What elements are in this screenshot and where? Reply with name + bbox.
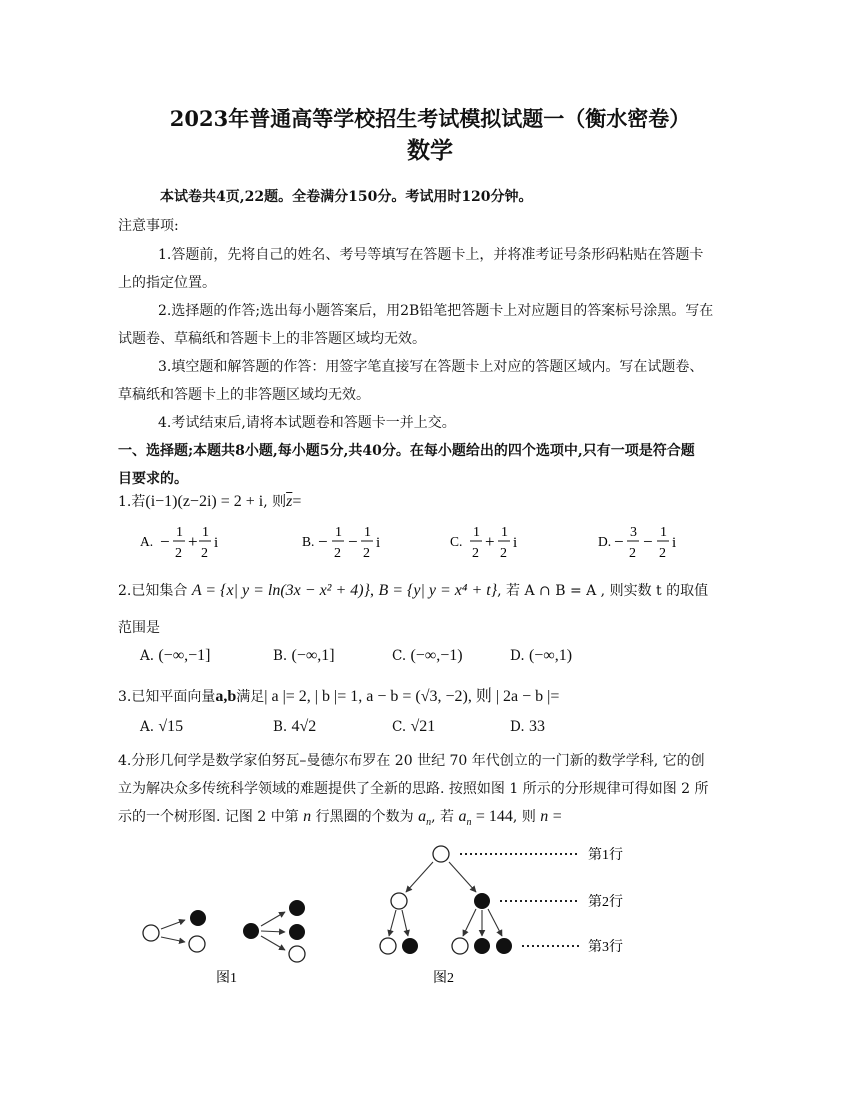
- fig2-row2-white: [391, 893, 407, 909]
- q3-option-d[interactable]: [510, 718, 545, 736]
- q1-a-num2: 1: [202, 525, 209, 540]
- q3-option-a[interactable]: [140, 718, 183, 736]
- q1-d-num2: 1: [660, 525, 667, 540]
- figure-1: [143, 900, 305, 986]
- fig1-arrow-1: [161, 920, 185, 929]
- q1-b-den2: 2: [363, 546, 370, 561]
- fig2-caption: 图2: [433, 971, 454, 986]
- fig2-row1-label: 第1行: [588, 848, 623, 863]
- fig1-arrow-2: [161, 937, 185, 942]
- q4-a2: a: [458, 808, 467, 825]
- q4-a2-sub: n: [466, 816, 472, 828]
- q4-line-3-d: , 则: [512, 809, 536, 825]
- fig1-white-circle: [143, 925, 159, 941]
- fig1-black-result-1: [289, 900, 305, 916]
- q3-option-b-text: 4√2: [291, 718, 317, 735]
- q1-a-den2: 2: [201, 546, 208, 561]
- fig1-black-circle: [243, 923, 259, 939]
- notice-item-1-line-1: 1.答题前，先将自己的姓名、考号等填写在答题卡上，并将准考证号条形码粘贴在答题卡: [158, 247, 704, 263]
- q1-option-a-label: A.: [140, 534, 154, 549]
- q2-option-a[interactable]: [140, 647, 210, 665]
- q1-d-den1: 2: [629, 546, 636, 561]
- notice-item-1-line-2: 上的指定位置。: [118, 275, 216, 291]
- q2-option-b-label: B.: [273, 648, 288, 664]
- q2-option-d[interactable]: [510, 647, 572, 665]
- figure-2: [380, 846, 623, 986]
- q1-option-b[interactable]: [302, 525, 380, 561]
- q1-a-plus: +: [188, 532, 198, 551]
- q4-n2: n: [540, 808, 549, 825]
- notice-item-3-line-1: 3.填空题和解答题的作答：用签字笔直接写在答题卡上对应的答题区域内。写在试题卷、: [158, 359, 704, 375]
- q1-c-plus: +: [485, 532, 495, 551]
- q1-option-b-label: B.: [302, 534, 315, 549]
- q4-tail: =: [552, 808, 562, 825]
- q4-line-3-c: , 若: [431, 809, 454, 825]
- q1-b-den1: 2: [334, 546, 341, 561]
- q1-option-c-label: C.: [450, 534, 463, 549]
- q1-a-i: i: [214, 535, 219, 551]
- fractal-figures: [130, 838, 650, 990]
- q4-line-3-b: 行黑圈的个数为: [315, 809, 414, 825]
- q3-option-a-text: √15: [158, 718, 184, 735]
- q2-set-a: A = {x| y = ln(3x − x² + 4)}: [191, 582, 370, 599]
- q3-option-a-label: A.: [140, 719, 155, 735]
- q1-c-den1: 2: [472, 546, 479, 561]
- fig2-arrow-2: [449, 862, 476, 892]
- q1-zbar: $\overline{z}$: [286, 493, 293, 510]
- q1-d-num1: 3: [630, 525, 637, 540]
- q2-option-d-label: D.: [510, 648, 525, 664]
- q1-a-minus: −: [160, 532, 170, 551]
- q2-option-b[interactable]: [273, 647, 335, 665]
- fig2-row1-white: [433, 846, 449, 862]
- q3-option-d-text: 33: [528, 718, 545, 735]
- section1-heading-line-2: 目要求的。: [118, 471, 188, 487]
- q2-option-c-text: (−∞,−1): [410, 647, 463, 664]
- q1-c-num2: 1: [501, 525, 508, 540]
- fig2-arrow-4: [402, 910, 408, 936]
- section1-heading-line-1: 一、选择题;本题共8小题,每小题5分,共40分。在每小题给出的四个选项中,只有一项是符合题: [118, 443, 695, 459]
- q1-b-minus1: −: [318, 532, 328, 551]
- fig1-white-result: [189, 936, 205, 952]
- notice-item-2-line-1: 2.选择题的作答;选出每小题答案后，用2B铅笔把答题卡上对应题目的答案标号涂黑。写在: [158, 303, 714, 319]
- q4-equation: = 144: [475, 808, 513, 825]
- q1-c-num1: 1: [473, 525, 480, 540]
- q3-option-b-label: B.: [273, 719, 288, 735]
- q4-a-sub: n: [426, 816, 432, 828]
- q1-tail: =: [292, 493, 302, 510]
- fig1-arrow-3: [261, 912, 285, 926]
- q2-option-d-text: (−∞,1): [528, 647, 573, 664]
- fig1-arrow-4: [261, 931, 285, 932]
- q1-equation: (i−1)(z−2i) = 2 + i: [145, 493, 264, 510]
- q4-line-1: 4.分形几何学是数学家伯努瓦–曼德尔布罗在 20 世纪 70 年代创立的一门新的数学学科, 它的创: [118, 753, 705, 769]
- fig2-row3-white-2: [452, 938, 468, 954]
- q4-line-2: 立为解决众多传统科学领域的难题提供了全新的思路. 按照如图 1 所示的分形规律可得如图 2 所: [118, 781, 709, 797]
- q1-d-minus2: −: [643, 532, 653, 551]
- q1-b-minus2: −: [348, 532, 358, 551]
- q4-line-3-a: 示的一个树形图. 记图 2 中第: [118, 809, 299, 825]
- q1-stem: [118, 491, 301, 511]
- q2-stem-line-2: 范围是: [118, 620, 160, 636]
- q1-c-i: i: [513, 535, 518, 551]
- q1-option-a[interactable]: [140, 525, 218, 561]
- q3-option-c-text: √21: [410, 718, 436, 735]
- q3-ask: , 则 | 2a − b |=: [467, 688, 560, 705]
- q4-a: a: [418, 808, 427, 825]
- q1-d-i: i: [672, 535, 677, 551]
- exam-intro: 本试卷共4页,22题。全卷满分150分。考试用时120分钟。: [160, 189, 533, 205]
- q1-options: [130, 518, 730, 562]
- q3-option-c-label: C.: [392, 719, 407, 735]
- q1-a-num1: 1: [176, 525, 183, 540]
- q3-vectors: a,b: [215, 688, 237, 705]
- q1-option-d-label: D.: [598, 534, 612, 549]
- q2-stem: 2.已知集合 A = {x| y = ln(3x − x² + 4)}, B = {y| y = x⁴ + t}, 若 A ∩ B = A , 则实数 t 的取值: [118, 582, 709, 599]
- q2-option-c-label: C.: [392, 648, 407, 664]
- q2-option-c[interactable]: [392, 647, 463, 665]
- q3-stem: [118, 683, 559, 706]
- fig2-row2-label: 第2行: [588, 895, 623, 910]
- q2-option-a-text: (−∞,−1]: [158, 647, 211, 664]
- fig2-row3-black-3: [496, 938, 512, 954]
- fig2-row3-label: 第3行: [588, 940, 623, 955]
- q1-b-num2: 1: [364, 525, 371, 540]
- q3-option-d-label: D.: [510, 719, 525, 735]
- fig2-arrow-1: [406, 862, 433, 892]
- q3-prefix: 3.已知平面向量: [118, 689, 216, 705]
- fig1-black-result: [190, 910, 206, 926]
- q3-option-c[interactable]: [392, 718, 435, 736]
- q3-option-b[interactable]: [273, 718, 316, 736]
- notice-item-4: 4.考试结束后,请将本试题卷和答题卡一并上交。: [158, 415, 456, 431]
- notice-item-2-line-2: 试题卷、草稿纸和答题卡上的非答题区域均无效。: [118, 331, 426, 347]
- q1-prefix: 1.若: [118, 494, 146, 510]
- q1-d-den2: 2: [659, 546, 666, 561]
- q1-b-num1: 1: [335, 525, 342, 540]
- notice-item-3-line-2: 草稿纸和答题卡上的非答题区域均无效。: [118, 387, 370, 403]
- q1-option-c[interactable]: [450, 525, 517, 561]
- notice-heading: 注意事项:: [118, 218, 179, 234]
- fig1-caption: 图1: [216, 971, 237, 986]
- q4-n: n: [303, 808, 312, 825]
- exam-title: 2023年普通高等学校招生考试模拟试题一（衡水密卷）: [169, 106, 691, 131]
- fig2-row2-black: [474, 893, 490, 909]
- fig2-arrow-7: [488, 909, 502, 936]
- q1-a-den1: 2: [175, 546, 182, 561]
- fig2-row3-black-2: [474, 938, 490, 954]
- q1-mid: , 则: [263, 494, 287, 510]
- q2-option-a-label: A.: [140, 648, 155, 664]
- q3-mid: 满足: [236, 689, 265, 705]
- q1-b-i: i: [376, 535, 381, 551]
- q2-set-b: B = {y| y = x⁴ + t}: [378, 582, 498, 599]
- q2-option-b-text: (−∞,1]: [291, 647, 335, 664]
- fig2-arrow-3: [389, 910, 396, 936]
- q2-prefix: 2.已知集合: [118, 583, 188, 599]
- fig2-row3-black-1: [402, 938, 418, 954]
- q1-c-den2: 2: [500, 546, 507, 561]
- q3-condition: | a |= 2, | b |= 1, a − b = (√3, −2): [264, 688, 468, 705]
- fig1-black-result-2: [289, 924, 305, 940]
- q1-d-minus1: −: [614, 532, 624, 551]
- q4-line-3: [118, 806, 562, 828]
- fig2-row3-white-1: [380, 938, 396, 954]
- q2-condition: , 若 A ∩ B = A , 则实数 t 的取值: [497, 583, 709, 599]
- fig2-arrow-5: [463, 909, 476, 936]
- fig1-arrow-5: [261, 936, 285, 950]
- q1-option-d[interactable]: [598, 525, 676, 561]
- fig1-white-result-2: [289, 946, 305, 962]
- subject-title: 数学: [407, 137, 453, 164]
